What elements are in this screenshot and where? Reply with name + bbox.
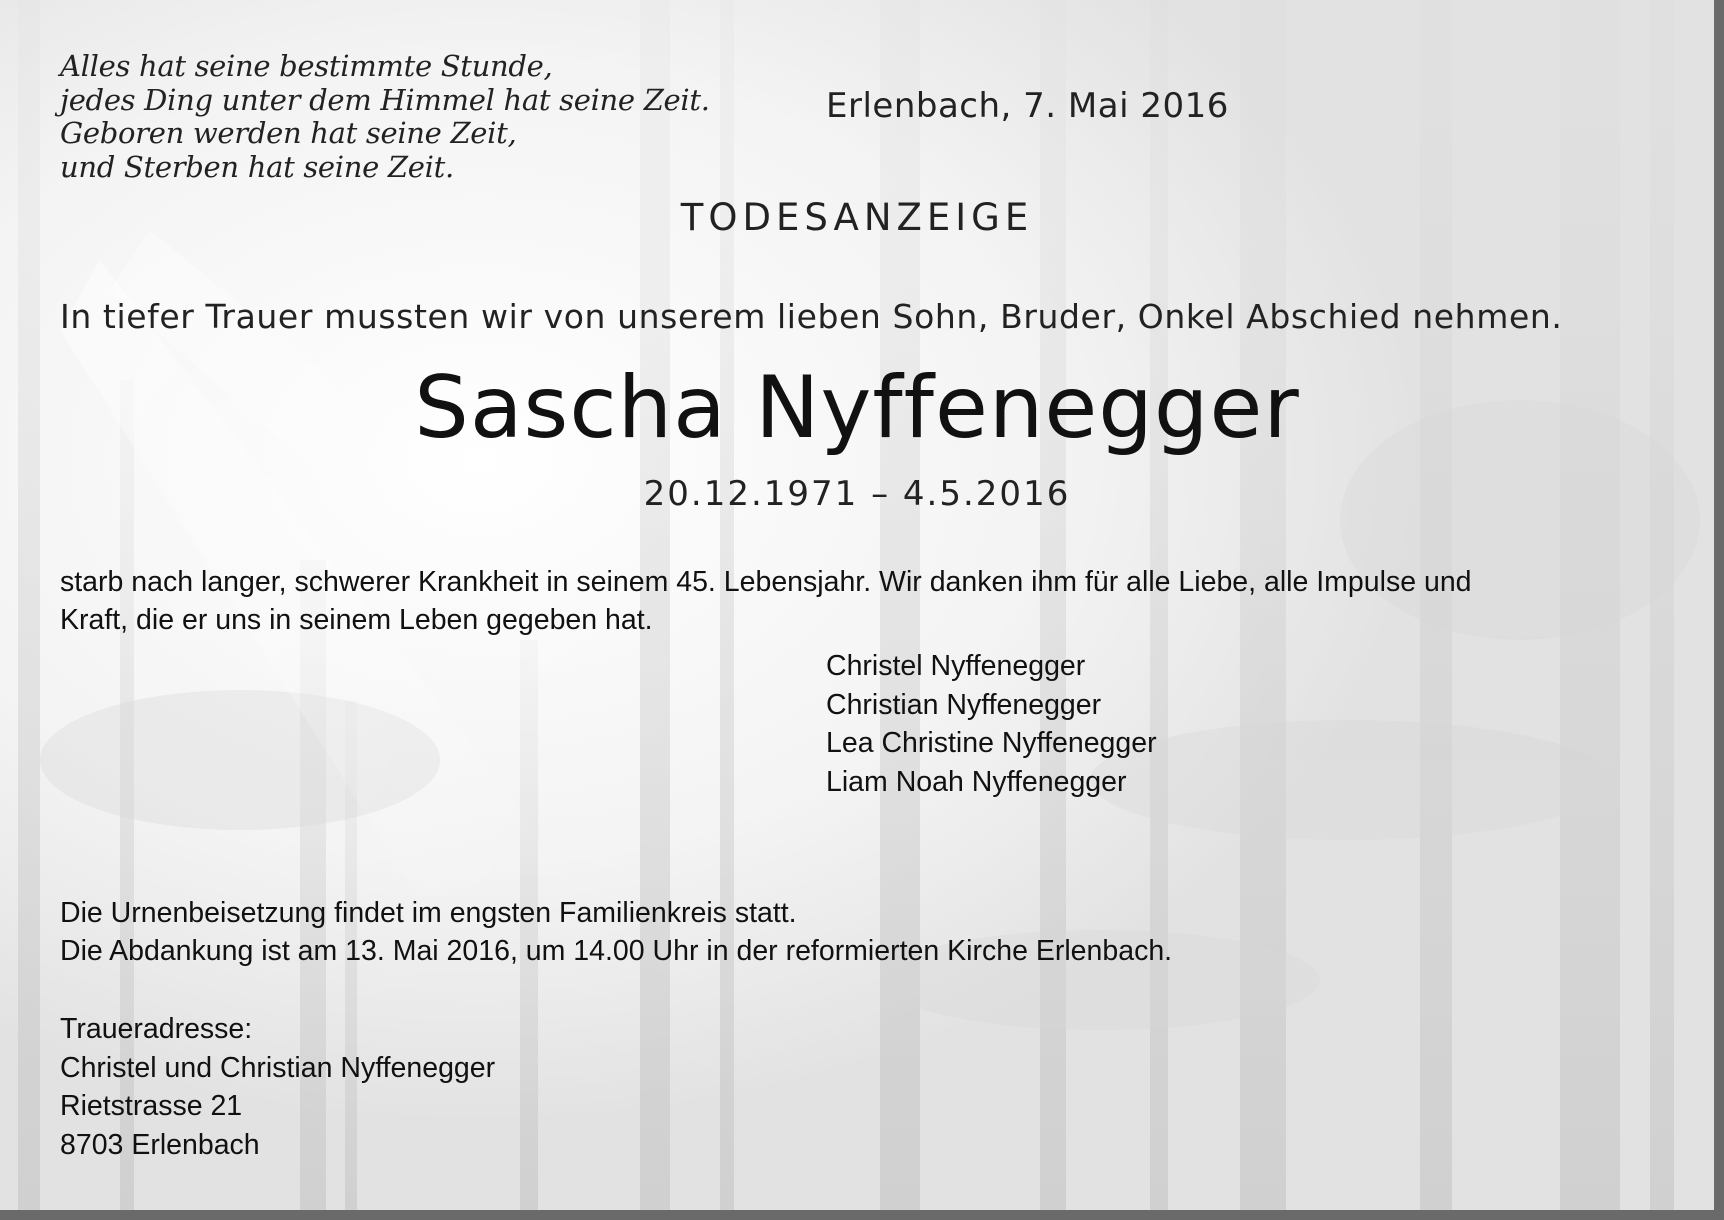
quote-line: Alles hat seine bestimmte Stunde, bbox=[60, 49, 553, 83]
address-line: Christel und Christian Nyffenegger bbox=[60, 1051, 496, 1084]
mourner-name: Christel Nyffenegger bbox=[826, 650, 1086, 682]
place-date: Erlenbach, 7. Mai 2016 bbox=[826, 86, 1229, 126]
quote-line: jedes Ding unter dem Himmel hat seine Zeit. bbox=[60, 82, 710, 117]
address-line: Rietstrasse 21 bbox=[60, 1090, 243, 1122]
address-label: Traueradresse: bbox=[60, 1013, 253, 1045]
body-line: starb nach langer, schwerer Krankheit in seinem 45. Lebensjahr. Wir danken ihm für alle Liebe, alle Impulse und bbox=[60, 566, 1472, 598]
mourner-name: Lea Christine Nyffenegger bbox=[826, 727, 1157, 759]
mourning-address bbox=[60, 1010, 495, 1164]
mourner-name: Christian Nyffenegger bbox=[826, 688, 1102, 721]
obituary-body bbox=[60, 563, 1680, 639]
mourners-list bbox=[826, 647, 1157, 801]
address-line: 8703 Erlenbach bbox=[60, 1128, 260, 1161]
intro-text: In tiefer Trauer mussten wir von unserem lieben Sohn, Bruder, Onkel Abschied nehmen. bbox=[60, 297, 1563, 336]
notice-title: TODESANZEIGE bbox=[680, 196, 1034, 239]
body-line: Kraft, die er uns in seinem Leben gegeben hat. bbox=[60, 604, 653, 636]
ceremony-line: Die Abdankung ist am 13. Mai 2016, um 14.00 Uhr in der reformierten Kirche Erlenbach. bbox=[60, 935, 1173, 967]
ceremony-info bbox=[60, 894, 1172, 970]
ceremony-line: Die Urnenbeisetzung findet im engsten Familienkreis statt. bbox=[60, 897, 797, 929]
deceased-name: Sascha Nyffenegger bbox=[414, 358, 1300, 458]
mourner-name: Liam Noah Nyffenegger bbox=[826, 765, 1127, 798]
quote-line: und Sterben hat seine Zeit. bbox=[60, 149, 454, 184]
bible-quote bbox=[60, 50, 710, 184]
quote-line: Geboren werden hat seine Zeit, bbox=[60, 116, 517, 150]
lifespan-dates: 20.12.1971 – 4.5.2016 bbox=[643, 474, 1071, 514]
